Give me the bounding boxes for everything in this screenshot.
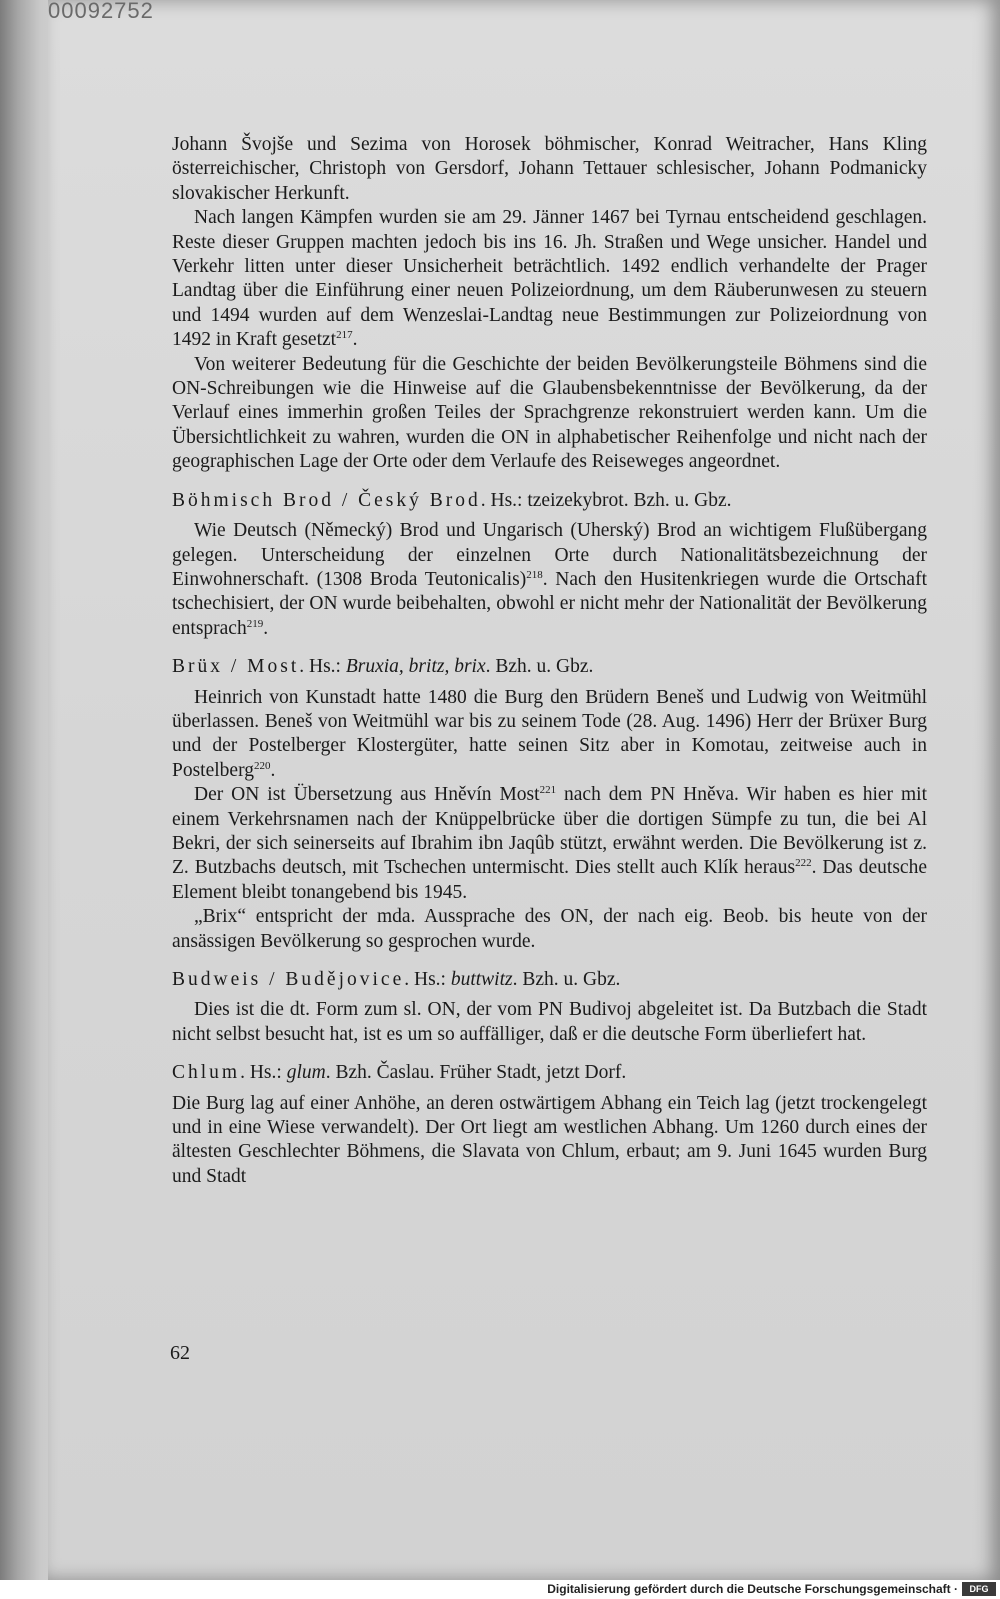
text-run: . [352, 329, 358, 351]
place-name: Brüx / Most [172, 656, 300, 678]
entry-heading [172, 489, 927, 513]
paragraph [172, 783, 927, 905]
body-text [172, 133, 927, 1189]
place-name: Budweis / Budějovice [172, 969, 405, 990]
paragraph [172, 133, 927, 206]
text-run: Wie Deutsch (Německý) Brod und Ungarisch (Uherský) Brod an wichtigem Flußübergang gelegen. Unterscheidung der einzelnen Orte durch Nationalitätsbezeichnung der Einwohnerschaft. (1308 Broda Teutonicalis) [172, 520, 927, 590]
text-run: Nach langen Kämpfen wurden sie am 29. Jänner 1467 bei Tyrnau entscheidend geschlagen. Reste dieser Gruppen machten jedoch bis ins 16. Jh. Straßen und Wege unsicher. Handel und Verkehr litten unter dieser Unsicherheit beträchtlich. 1492 endlich verhandelte der Prager Landtag über die Einführung einer neuen Polizeiordnung, um dem Räuberunwesen zu steuern und 1494 wurden auf dem Wenzeslai-Landtag neue Bestimmungen zur Polizeiordnung von 1492 in Kraft gesetzt [172, 207, 927, 351]
footnote-ref: 217 [336, 329, 353, 342]
text-run: . Hs.: tzeizekybrot. Bzh. u. Gbz. [480, 489, 732, 511]
italic-text: glum [286, 1062, 326, 1084]
paragraph [172, 998, 927, 1047]
footnote-ref: 222 [795, 857, 812, 870]
paragraph [172, 353, 927, 475]
italic-text: buttwitz [450, 969, 513, 990]
entry-heading [172, 655, 927, 679]
text-run: . Hs.: [404, 969, 451, 990]
text-run: . Bzh. u. Gbz. [485, 656, 594, 678]
dfg-logo-icon: DFG [962, 1582, 996, 1596]
text-run: Der ON ist Übersetzung aus Hněvín Most [194, 784, 540, 806]
paragraph [172, 1092, 927, 1190]
text-run: Dies ist die dt. Form zum sl. ON, der vom PN Budivoj abgeleitet ist. Da Butzbach die Stadt nicht selbst besucht hat, ist es um so auffälliger, daß er die deutsche Form überliefert hat. [172, 999, 927, 1045]
text-run: . [270, 759, 276, 781]
scan-id-stamp: 00092752 [48, 0, 154, 23]
entry-heading [172, 1061, 927, 1085]
text-run: . Hs.: [240, 1062, 287, 1084]
text-run: „Brix“ entspricht der mda. Aussprache des ON, der nach eig. Beob. bis heute von der ansässigen Bevölkerung so gesprochen wurde. [172, 906, 927, 952]
footnote-ref: 219 [246, 617, 264, 630]
digitization-footer [0, 1580, 1000, 1599]
page-number: 62 [170, 1342, 190, 1364]
italic-text: Bruxia, britz, brix [345, 656, 486, 678]
paragraph [172, 905, 927, 954]
text-run: Die Burg lag auf einer Anhöhe, an deren ostwärtigem Abhang ein Teich lag (jetzt trockengelegt und in eine Wiese verwandelt). Der Ort liegt am westlichen Abhang. Um 1260 durch eines der ältesten Geschlechter Böhmens, die Slavata von Chlum, erbaut; am 9. Juni 1645 wurden Burg und Stadt [172, 1092, 927, 1187]
place-name: Chlum [172, 1062, 241, 1084]
text-run: . Nach den Husitenkriegen wurde die Ortschaft tschechisiert, der ON wurde beibehalten, obwohl er nicht mehr der Nationalität der Bevölkerung entsprach [172, 568, 927, 639]
footnote-ref: 221 [539, 784, 557, 797]
entry-heading [172, 968, 927, 992]
text-run: . Hs.: [299, 656, 346, 678]
text-run: Von weiterer Bedeutung für die Geschichte der beiden Bevölkerungsteile Böhmens sind die ON-Schreibungen wie die Hinweise auf die Glaubensbekenntnisse der Bevölkerung, da der Verlauf eines immerhin großen Teiles der Sprachgrenze rekonstruiert werden kann. Um die Übersichtlichkeit zu wahren, wurden die ON in alphabetischer Reihenfolge und nicht nach der geographischen Lage der Orte oder dem Verlaufe des Reiseweges angeordnet. [172, 353, 927, 473]
text-run: . Das deutsche Element bleibt tonangebend bis 1945. [172, 857, 927, 903]
paragraph [172, 519, 927, 641]
text-run: . Bzh. u. Gbz. [512, 969, 621, 990]
footnote-ref: 220 [253, 759, 271, 772]
text-run: . Bzh. Časlau. Früher Stadt, jetzt Dorf. [325, 1062, 627, 1084]
footer-credit: Digitalisierung gefördert durch die Deutsche Forschungsgemeinschaft · [547, 1582, 958, 1596]
paragraph [172, 206, 927, 352]
footnote-ref: 218 [526, 568, 543, 581]
place-name: Böhmisch Brod / Český Brod [172, 489, 481, 511]
text-run: . [263, 617, 269, 639]
text-run: Johann Švojše und Sezima von Horosek böhmischer, Konrad Weitracher, Hans Kling österreichischer, Christoph von Gersdorf, Johann Tettauer schlesischer, Johann Podmanicky slovakischer Herkunft. [172, 134, 927, 204]
paragraph [172, 686, 927, 784]
text-run: nach dem PN Hněva. Wir haben es hier mit einem Verkehrsnamen nach der Knüppelbrücke über die dortigen Sümpfe zu tun, die bei Al Bekri, der sich seinerseits auf Ibrahim ibn Jaqûb stützt, erwähnt werden. Die Bevölkerung ist z. Z. Butzbachs deutsch, mit Tschechen untermischt. Dies stellt auch Klík heraus [172, 784, 927, 879]
text-run: Heinrich von Kunstadt hatte 1480 die Burg den Brüdern Beneš und Ludwig von Weitmühl überlassen. Beneš von Weitmühl war bis zu seinem Tode (28. Aug. 1496) Herr der Brüxer Burg und der Postelberger Klostergüter, hatte seinen Sitz aber in Komotau, zeitweise auch in Postelberg [172, 686, 927, 781]
